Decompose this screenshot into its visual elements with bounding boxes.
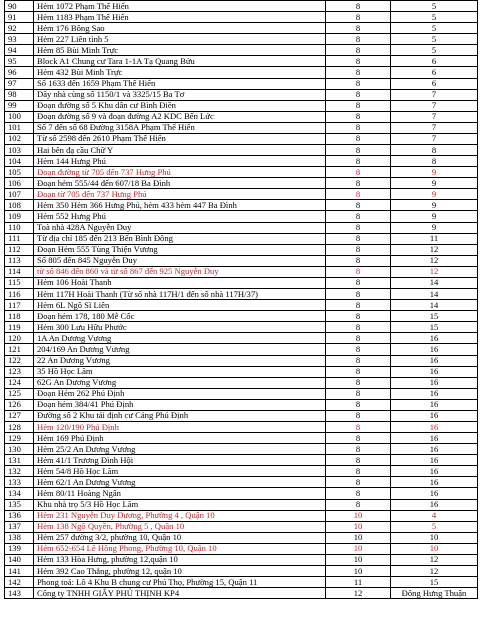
district-cell: 8 [326,300,391,311]
locations-table [4,0,478,599]
row-number-cell: 143 [5,588,34,599]
row-number-cell: 105 [5,167,34,178]
ward-cell: 12 [391,255,478,266]
location-name-cell: Hẻm 652-654 Lê Hồng Phong, Phường 10, Quận 10 [34,543,326,554]
district-cell: 8 [326,189,391,200]
ward-cell: 12 [391,554,478,565]
location-name-cell: 1A An Dương Vương [34,333,326,344]
ward-cell: 9 [391,222,478,233]
location-name-cell: Hẻm 85 Bùi Minh Trực [34,45,326,56]
ward-cell: 5 [391,521,478,532]
table-row [5,510,478,521]
row-number-cell: 127 [5,410,34,421]
district-cell: 8 [326,89,391,100]
district-cell: 8 [326,477,391,488]
location-name-cell: Hẻm 80/11 Hoàng Ngân [34,488,326,499]
table-row [5,532,478,543]
ward-cell: 6 [391,78,478,89]
location-name-cell: Hẻm 392 Cao Thắng, phường 12, quận 10 [34,565,326,576]
district-cell: 8 [326,289,391,300]
row-number-cell: 122 [5,355,34,366]
location-name-cell: Hẻm 350 Hẻm 366 Hưng Phú, hẻm 433 hẻm 447 Ba Đình [34,200,326,211]
table-row [5,477,478,488]
ward-cell: 9 [391,178,478,189]
location-name-cell: Hẻm 6L Ngô Sĩ Liên [34,300,326,311]
district-cell: 8 [326,499,391,510]
ward-cell: 15 [391,322,478,333]
location-name-cell: Hẻm 120/190 Phú Định [34,421,326,432]
table-row [5,521,478,532]
row-number-cell: 98 [5,89,34,100]
district-cell: 10 [326,521,391,532]
location-name-cell: Đoạn Hẻm 555 Tùng Thiện Vương [34,244,326,255]
ward-cell: 12 [391,565,478,576]
ward-cell: 16 [391,410,478,421]
table-row [5,399,478,410]
district-cell: 8 [326,167,391,178]
table-row [5,588,478,599]
district-cell: 8 [326,222,391,233]
row-number-cell: 126 [5,399,34,410]
district-cell: 8 [326,100,391,111]
district-cell: 8 [326,410,391,421]
location-name-cell: Từ số 2598 đến 2610 Phạm Thế Hiển [34,133,326,144]
location-name-cell: Đoạn Hẻm 262 Phú Định [34,388,326,399]
district-cell: 10 [326,565,391,576]
ward-cell: 15 [391,311,478,322]
district-cell: 8 [326,244,391,255]
location-name-cell: Phong toả: Lô 4 Khu B chung cư Phú Thọ, Phường 15, Quận 11 [34,577,326,588]
row-number-cell: 137 [5,521,34,532]
table-row [5,178,478,189]
location-name-cell: Hẻm 106 Hoài Thanh [34,277,326,288]
table-row [5,344,478,355]
row-number-cell: 133 [5,477,34,488]
table-row [5,211,478,222]
district-cell: 8 [326,156,391,167]
district-cell: 8 [326,111,391,122]
table-row [5,23,478,34]
location-name-cell: Số 805 đến 845 Nguyễn Duy [34,255,326,266]
row-number-cell: 142 [5,577,34,588]
table-row [5,67,478,78]
table-row [5,45,478,56]
district-cell: 8 [326,377,391,388]
district-cell: 8 [326,211,391,222]
ward-cell: 12 [391,244,478,255]
table-row [5,433,478,444]
table-row [5,111,478,122]
district-cell: 8 [326,67,391,78]
row-number-cell: 125 [5,388,34,399]
table-row [5,56,478,67]
district-cell: 8 [326,433,391,444]
district-cell: 8 [326,45,391,56]
location-name-cell: Hẻm 432 Bùi Minh Trực [34,67,326,78]
ward-cell: 16 [391,366,478,377]
location-name-cell: Hẻm 300 Lưu Hữu Phước [34,322,326,333]
district-cell: 8 [326,333,391,344]
district-cell: 8 [326,1,391,12]
table-row [5,133,478,144]
district-cell: 8 [326,78,391,89]
district-cell: 10 [326,554,391,565]
location-name-cell: Dãy nhà cùng số 1150/1 và 3325/15 Ba Tơ [34,89,326,100]
ward-cell: 14 [391,289,478,300]
district-cell: 8 [326,133,391,144]
district-cell: 8 [326,399,391,410]
table-row [5,233,478,244]
ward-cell: 16 [391,488,478,499]
location-name-cell: Đoạn đường từ 705 đến 737 Hưng Phú [34,167,326,178]
location-name-cell: Hẻm 25/2 An Dương Vương [34,444,326,455]
table-row [5,565,478,576]
location-name-cell: Hẻm 552 Hưng Phú [34,211,326,222]
ward-cell: 16 [391,466,478,477]
location-name-cell: Hẻm 117H Hoài Thanh (Từ số nhà 117H/1 đến số nhà 117H/37) [34,289,326,300]
location-name-cell: Đoạn từ 705 đến 737 Hưng Phú [34,189,326,200]
location-name-cell: 35 Hồ Học Lãm [34,366,326,377]
ward-cell: 10 [391,532,478,543]
row-number-cell: 115 [5,277,34,288]
ward-cell: 16 [391,477,478,488]
ward-cell: 16 [391,333,478,344]
row-number-cell: 117 [5,300,34,311]
location-name-cell: 22 An Dương Vương [34,355,326,366]
row-number-cell: 113 [5,255,34,266]
row-number-cell: 129 [5,433,34,444]
location-name-cell: Hai bên đạ cầu Chữ Y [34,145,326,156]
table-row [5,266,478,277]
district-cell: 8 [326,266,391,277]
district-cell: 10 [326,532,391,543]
location-name-cell: Đoạn hẻm 384/41 Phú Định [34,399,326,410]
ward-cell: 9 [391,200,478,211]
district-cell: 8 [326,366,391,377]
district-cell: 8 [326,444,391,455]
ward-cell: 14 [391,277,478,288]
district-cell: 8 [326,145,391,156]
location-name-cell: từ số 846 đến 860 và từ số 867 đến 925 Nguyễn Duy [34,266,326,277]
row-number-cell: 91 [5,12,34,23]
table-row [5,466,478,477]
table-row [5,554,478,565]
location-name-cell: Hẻm 1072 Phạm Thế Hiển [34,1,326,12]
table-row [5,156,478,167]
ward-cell: 16 [391,399,478,410]
row-number-cell: 90 [5,1,34,12]
ward-cell: 16 [391,433,478,444]
row-number-cell: 94 [5,45,34,56]
location-name-cell: Số 1633 đến 1659 Phạm Thế Hiển [34,78,326,89]
location-name-cell: Công ty TNHH GIẤY PHÚ THỊNH KP4 [34,588,326,599]
table-row [5,410,478,421]
district-cell: 8 [326,12,391,23]
row-number-cell: 132 [5,466,34,477]
ward-cell: 5 [391,1,478,12]
district-cell: 8 [326,455,391,466]
table-row [5,333,478,344]
district-cell: 10 [326,510,391,521]
ward-cell: 5 [391,23,478,34]
table-row [5,200,478,211]
ward-cell: 16 [391,455,478,466]
ward-cell: 16 [391,421,478,432]
district-cell: 12 [326,588,391,599]
table-row [5,167,478,178]
ward-cell: 7 [391,89,478,100]
row-number-cell: 106 [5,178,34,189]
location-name-cell: 62G An Dương Vương [34,377,326,388]
row-number-cell: 92 [5,23,34,34]
district-cell: 8 [326,488,391,499]
ward-cell: 16 [391,355,478,366]
row-number-cell: 118 [5,311,34,322]
district-cell: 8 [326,233,391,244]
row-number-cell: 95 [5,56,34,67]
row-number-cell: 99 [5,100,34,111]
row-number-cell: 93 [5,34,34,45]
row-number-cell: 121 [5,344,34,355]
row-number-cell: 114 [5,266,34,277]
location-name-cell: Hẻm 257 đường 3/2, phường 10, Quận 10 [34,532,326,543]
row-number-cell: 124 [5,377,34,388]
ward-cell: 5 [391,34,478,45]
row-number-cell: 116 [5,289,34,300]
ward-cell: 8 [391,145,478,156]
table-row [5,78,478,89]
ward-cell: 16 [391,377,478,388]
row-number-cell: 110 [5,222,34,233]
row-number-cell: 138 [5,532,34,543]
location-name-cell: Số 7 đến số 68 Đường 3158A Phạm Thế Hiển [34,122,326,133]
row-number-cell: 109 [5,211,34,222]
table-row [5,311,478,322]
table-row [5,1,478,12]
district-cell: 8 [326,322,391,333]
location-name-cell: Hẻm 176 Bông Sao [34,23,326,34]
table-body [5,1,478,599]
district-cell: 8 [326,255,391,266]
ward-cell: 7 [391,133,478,144]
table-row [5,388,478,399]
ward-cell: 9 [391,211,478,222]
location-name-cell: Hẻm 231 Nguyễn Duy Dương, Phường 4 , Quận 10 [34,510,326,521]
ward-cell: 8 [391,156,478,167]
row-number-cell: 120 [5,333,34,344]
table-row [5,355,478,366]
ward-cell: 5 [391,45,478,56]
district-cell: 8 [326,56,391,67]
location-name-cell: Hẻm 41/1 Trương Đình Hội [34,455,326,466]
ward-cell: 16 [391,388,478,399]
location-name-cell: Đường số 2 Khu tái định cư Cảng Phú Định [34,410,326,421]
row-number-cell: 111 [5,233,34,244]
district-cell: 8 [326,277,391,288]
row-number-cell: 128 [5,421,34,432]
district-cell: 8 [326,122,391,133]
table-row [5,244,478,255]
table-row [5,421,478,432]
location-name-cell: Hẻm 169 Phú Định [34,433,326,444]
district-cell: 8 [326,23,391,34]
location-name-cell: Toà nhà 428A Nguyễn Duy [34,222,326,233]
table-row [5,366,478,377]
row-number-cell: 107 [5,189,34,200]
ward-cell: 10 [391,543,478,554]
location-name-cell: Hẻm 133 Hòa Hưng, phường 12,quận 10 [34,554,326,565]
location-name-cell: Hẻm 54/8 Hồ Học Lãm [34,466,326,477]
table-row [5,455,478,466]
ward-cell: 11 [391,233,478,244]
row-number-cell: 96 [5,67,34,78]
row-number-cell: 104 [5,156,34,167]
district-cell: 8 [326,388,391,399]
table-row [5,34,478,45]
ward-cell: 9 [391,167,478,178]
location-name-cell: Từ địa chỉ 185 đến 213 Bến Bình Đông [34,233,326,244]
ward-cell: 12 [391,266,478,277]
ward-cell: 16 [391,499,478,510]
row-number-cell: 123 [5,366,34,377]
location-name-cell: Hẻm 144 Hưng Phú [34,156,326,167]
location-name-cell: Khu nhà trọ 5/3 Hồ Học Lãm [34,499,326,510]
row-number-cell: 136 [5,510,34,521]
row-number-cell: 101 [5,122,34,133]
table-row [5,100,478,111]
district-cell: 8 [326,311,391,322]
location-name-cell: Đoạn đường số 9 và đoạn đường A2 KDC Bến Lức [34,111,326,122]
location-name-cell: Hẻm 1183 Phạm Thế Hiển [34,12,326,23]
row-number-cell: 139 [5,543,34,554]
ward-cell: 16 [391,444,478,455]
location-name-cell: Hẻm 138 Ngô Quyền, Phường 5 , Quận 10 [34,521,326,532]
row-number-cell: 100 [5,111,34,122]
table-row [5,377,478,388]
district-cell: 10 [326,543,391,554]
table-row [5,300,478,311]
district-cell: 8 [326,200,391,211]
ward-cell: 9 [391,189,478,200]
ward-cell: 16 [391,344,478,355]
ward-cell: 6 [391,56,478,67]
ward-cell: 5 [391,12,478,23]
ward-cell: 7 [391,111,478,122]
row-number-cell: 112 [5,244,34,255]
row-number-cell: 119 [5,322,34,333]
table-row [5,145,478,156]
location-name-cell: Đoạn đường số 5 Khu dân cư Bình Điền [34,100,326,111]
row-number-cell: 97 [5,78,34,89]
district-cell: 8 [326,178,391,189]
ward-cell: 7 [391,122,478,133]
table-row [5,543,478,554]
table-row [5,577,478,588]
district-cell: 8 [326,421,391,432]
row-number-cell: 135 [5,499,34,510]
location-name-cell: Block A1 Chung cư Tara 1-1A Tạ Quang Bửu [34,56,326,67]
row-number-cell: 102 [5,133,34,144]
row-number-cell: 131 [5,455,34,466]
table-row [5,222,478,233]
table-row [5,189,478,200]
location-name-cell: Hẻm 62/1 An Dương Vương [34,477,326,488]
row-number-cell: 140 [5,554,34,565]
location-name-cell: 204/169 An Dương Vương [34,344,326,355]
district-cell: 8 [326,466,391,477]
district-cell: 11 [326,577,391,588]
ward-cell: 4 [391,510,478,521]
table-row [5,277,478,288]
district-cell: 8 [326,344,391,355]
location-name-cell: Đoạn hẻm 555/44 đến 607/18 Ba Đình [34,178,326,189]
district-cell: 8 [326,34,391,45]
table-row [5,322,478,333]
ward-cell: Đông Hưng Thuận [391,588,478,599]
ward-cell: 6 [391,67,478,78]
table-row [5,499,478,510]
ward-cell: 7 [391,100,478,111]
row-number-cell: 134 [5,488,34,499]
row-number-cell: 141 [5,565,34,576]
table-row [5,289,478,300]
table-row [5,89,478,100]
table-row [5,444,478,455]
location-name-cell: Đoạn hẻm 178, 180 Mễ Cốc [34,311,326,322]
location-name-cell: Hẻm 227 Liên tỉnh 5 [34,34,326,45]
row-number-cell: 130 [5,444,34,455]
ward-cell: 14 [391,300,478,311]
table-row [5,122,478,133]
table-row [5,12,478,23]
ward-cell: 15 [391,577,478,588]
table-row [5,488,478,499]
row-number-cell: 103 [5,145,34,156]
table-row [5,255,478,266]
district-cell: 8 [326,355,391,366]
row-number-cell: 108 [5,200,34,211]
